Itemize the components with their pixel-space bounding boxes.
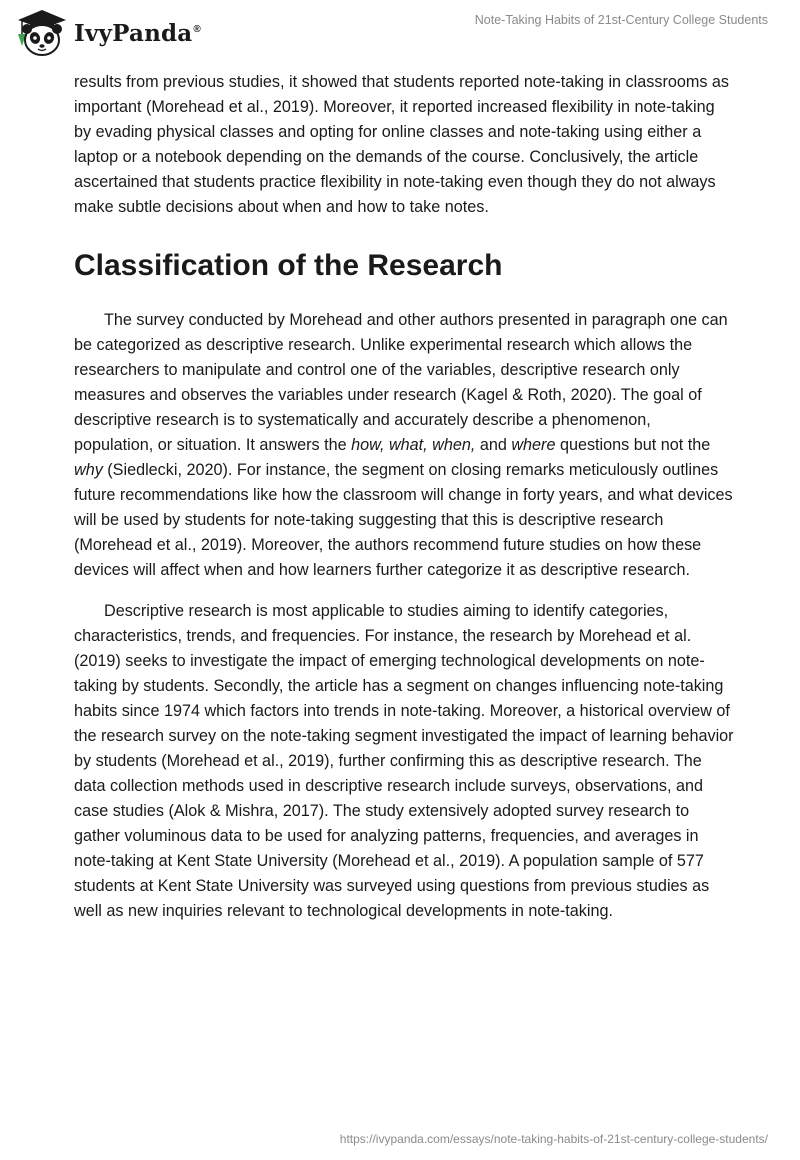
paragraph-descriptive-research: Descriptive research is most applicable to studies aiming to identify categories, characteristics, trends, and frequencies. For instance, the research by Morehead et al. (2019) seeks to investigate the impact of emerging technological developments on note-taking by students. Secondly, the article has a segment on changes influencing note-taking habits since 1974 which factors into trends in note-taking. Moreover, a historical overview of the research survey on the note-taking segment investigated the impact of learning behavior by students (Morehead et al., 2019), further confirming this as descriptive research. The data collection methods used in descriptive research include surveys, observations, and case studies (Alok & Mishra, 2017). The study extensively adopted survey research to gather voluminous data to be used for analyzing patterns, frequencies, and averages in note-taking at Kent State University (Morehead et al., 2019). A population sample of 577 students at Kent State University was surveyed using questions from previous studies as well as new inquiries relevant to technological developments in note-taking. <box>74 602 734 920</box>
essay-content <box>74 70 734 924</box>
page-header <box>0 0 800 70</box>
ivypanda-logo[interactable] <box>12 6 201 60</box>
source-url[interactable]: https://ivypanda.com/essays/note-taking-habits-of-21st-century-college-students/ <box>339 1132 768 1146</box>
italic-text: why <box>74 461 103 479</box>
intro-paragraph: results from previous studies, it showed that students reported note-taking in classrooms as important (Morehead et al., 2019). Moreover, it reported increased flexibility in note-taking by evading physical classes and opting for online classes and note-taking using either a laptop or a notebook depending on the demands of the course. Conclusively, the article ascertained that students practice flexibility in note-taking even though they do not always make subtle decisions about when and how to take notes. <box>74 73 730 216</box>
paragraph-classification <box>74 308 734 583</box>
registered-mark: ® <box>193 23 201 35</box>
document-title: Note-Taking Habits of 21st-Century College Students <box>474 13 768 27</box>
paragraph-text: questions but not the <box>555 436 711 454</box>
brand-name: IvyPanda® <box>74 19 201 47</box>
italic-text: where <box>511 436 556 454</box>
italic-text: how, what, when, <box>351 436 476 454</box>
paragraph-text: and <box>475 436 512 454</box>
section-heading: Classification of the Research <box>74 249 503 282</box>
panda-graduate-icon <box>12 6 70 60</box>
paragraph-text: The survey conducted by Morehead and other authors presented in paragraph one can be categorized as descriptive research. Unlike experimental research which allows the researchers to manipulate and control one of the variables, descriptive research only measures and observes the variables under research (Kagel & Roth, 2020). The goal of descriptive research is to systematically and accurately describe a phenomenon, population, or situation. It answers the <box>74 311 728 454</box>
paragraph-text: (Siedlecki, 2020). For instance, the segment on closing remarks meticulously outlines future recommendations like how the classroom will change in forty years, and what devices will be used by students for note-taking suggesting that this is descriptive research (Morehead et al., 2019). Moreover, the authors recommend future studies on how these devices will affect when and how learners further categorize it as descriptive research. <box>74 461 733 579</box>
